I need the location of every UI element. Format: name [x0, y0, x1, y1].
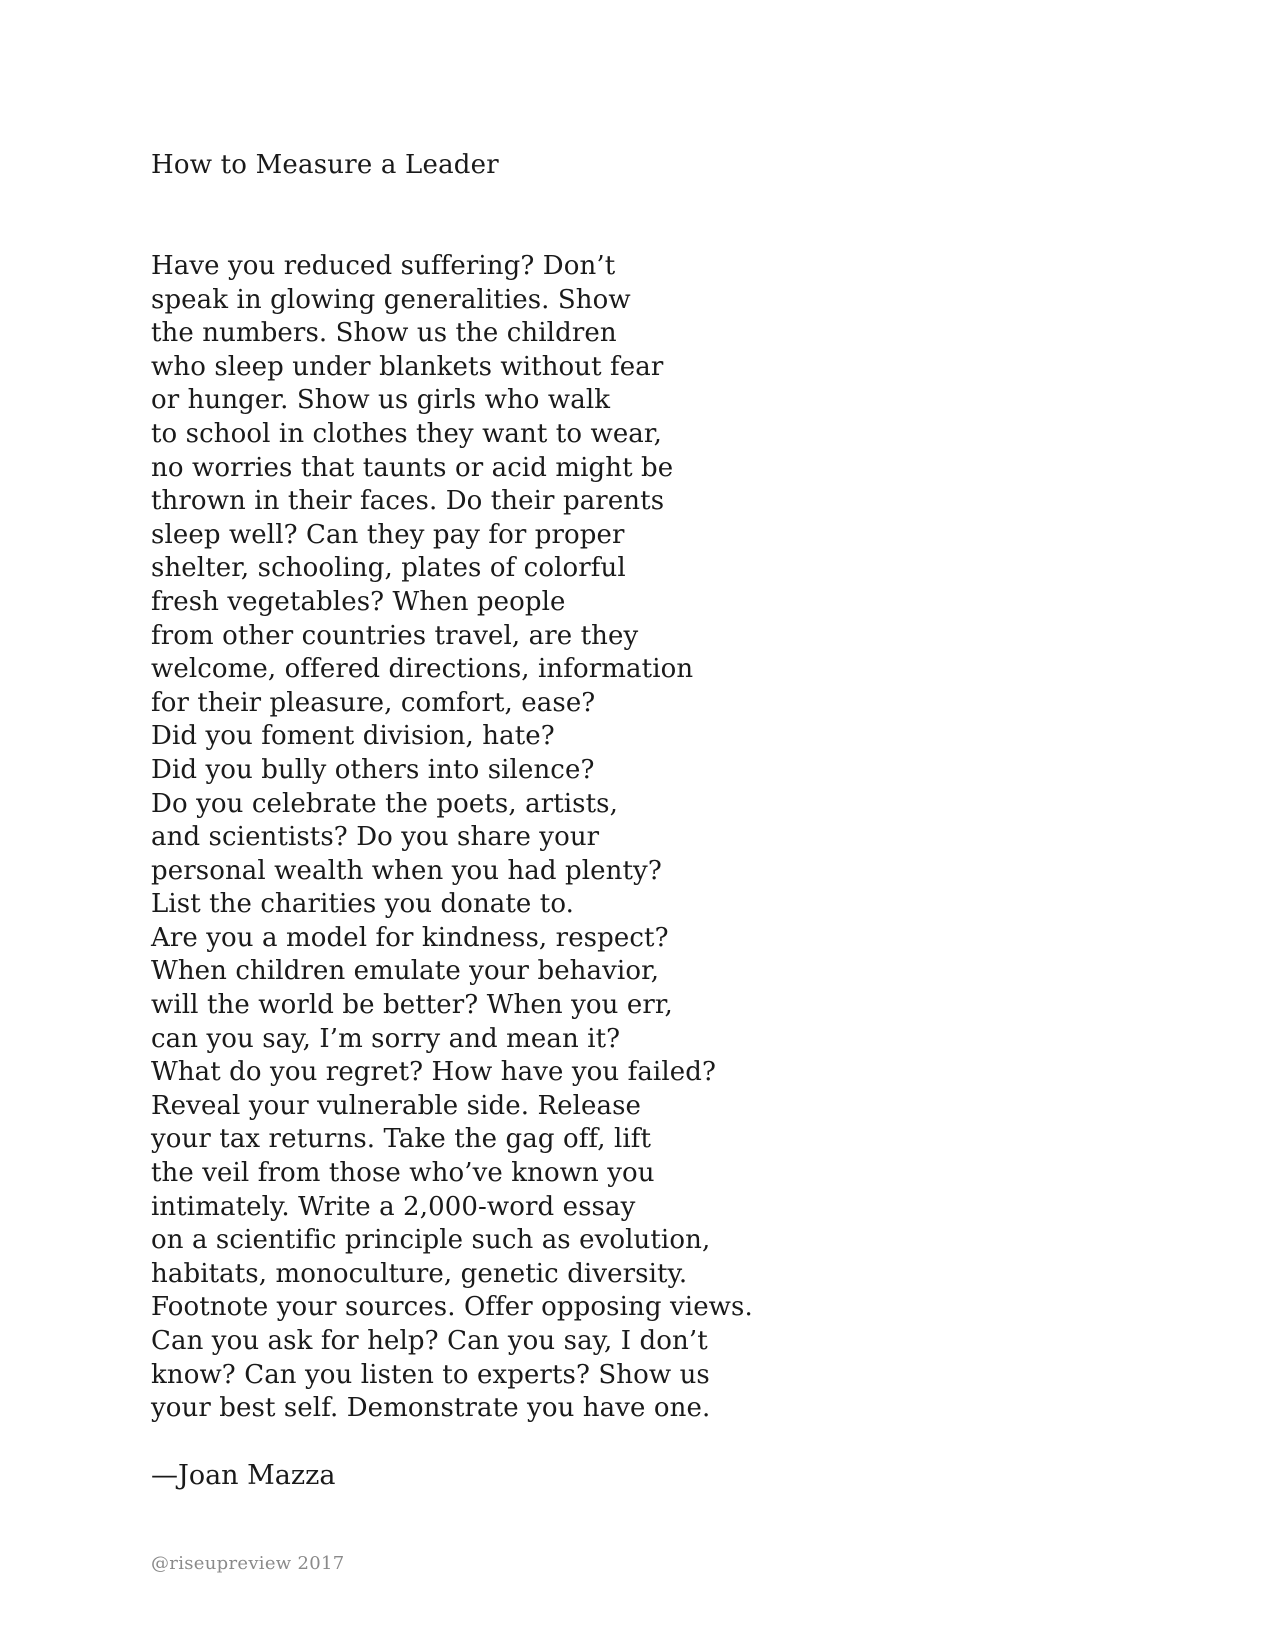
poem-line: your tax returns. Take the gag off, lift	[151, 1124, 652, 1155]
poem-line: from other countries travel, are they	[151, 620, 639, 651]
poem-line: fresh vegetables? When people	[151, 586, 566, 617]
poem-line: intimately. Write a 2,000-word essay	[151, 1191, 636, 1222]
poem-line: can you say, I’m sorry and mean it?	[151, 1023, 621, 1054]
poem-line: sleep well? Can they pay for proper	[151, 519, 625, 550]
poem-line: your best self. Demonstrate you have one.	[151, 1393, 711, 1424]
poem-line: Have you reduced suffering? Don’t	[151, 251, 616, 281]
poem-line: the numbers. Show us the children	[151, 318, 617, 349]
poem-line: habitats, monoculture, genetic diversity.	[151, 1258, 688, 1289]
poem-line: on a scientific principle such as evolution,	[151, 1225, 711, 1256]
poem-line: speak in glowing generalities. Show	[151, 284, 631, 315]
poem-line: Did you foment division, hate?	[151, 721, 555, 752]
poem-line: List the charities you donate to.	[151, 889, 574, 920]
poem-line: will the world be better? When you err,	[151, 990, 673, 1021]
poem-line: the veil from those who’ve known you	[151, 1158, 655, 1189]
poem-line: welcome, offered directions, information	[151, 654, 694, 685]
poem-line: What do you regret? How have you failed?	[151, 1057, 717, 1088]
poem-line: personal wealth when you had plenty?	[151, 855, 662, 886]
poem-line: who sleep under blankets without fear	[151, 351, 664, 382]
poem-line: or hunger. Show us girls who walk	[151, 385, 611, 416]
poem-line: Did you bully others into silence?	[151, 754, 595, 785]
author-signature: —Joan Mazza	[151, 1460, 336, 1491]
poem-line: Can you ask for help? Can you say, I don’t	[151, 1326, 708, 1356]
poem-line: Do you celebrate the poets, artists,	[151, 788, 618, 819]
copyright-notice: @riseupreview 2017	[151, 1553, 345, 1574]
poem-line: When children emulate your behavior,	[151, 956, 660, 987]
poem-line: no worries that taunts or acid might be	[151, 452, 674, 483]
poem-line: for their pleasure, comfort, ease?	[151, 687, 596, 718]
poem-body	[151, 250, 753, 1426]
poem-line: Reveal your vulnerable side. Release	[151, 1090, 642, 1121]
poem-line: and scientists? Do you share your	[151, 822, 600, 853]
poem-line: shelter, schooling, plates of colorful	[151, 553, 626, 584]
poem-title: How to Measure a Leader	[151, 150, 499, 180]
poem-line: know? Can you listen to experts? Show us	[151, 1359, 710, 1390]
poem-line: Are you a model for kindness, respect?	[151, 922, 669, 953]
poem-line: to school in clothes they want to wear,	[151, 418, 662, 449]
poem-line: thrown in their faces. Do their parents	[151, 486, 665, 517]
poem-line: Footnote your sources. Offer opposing views.	[151, 1292, 753, 1323]
